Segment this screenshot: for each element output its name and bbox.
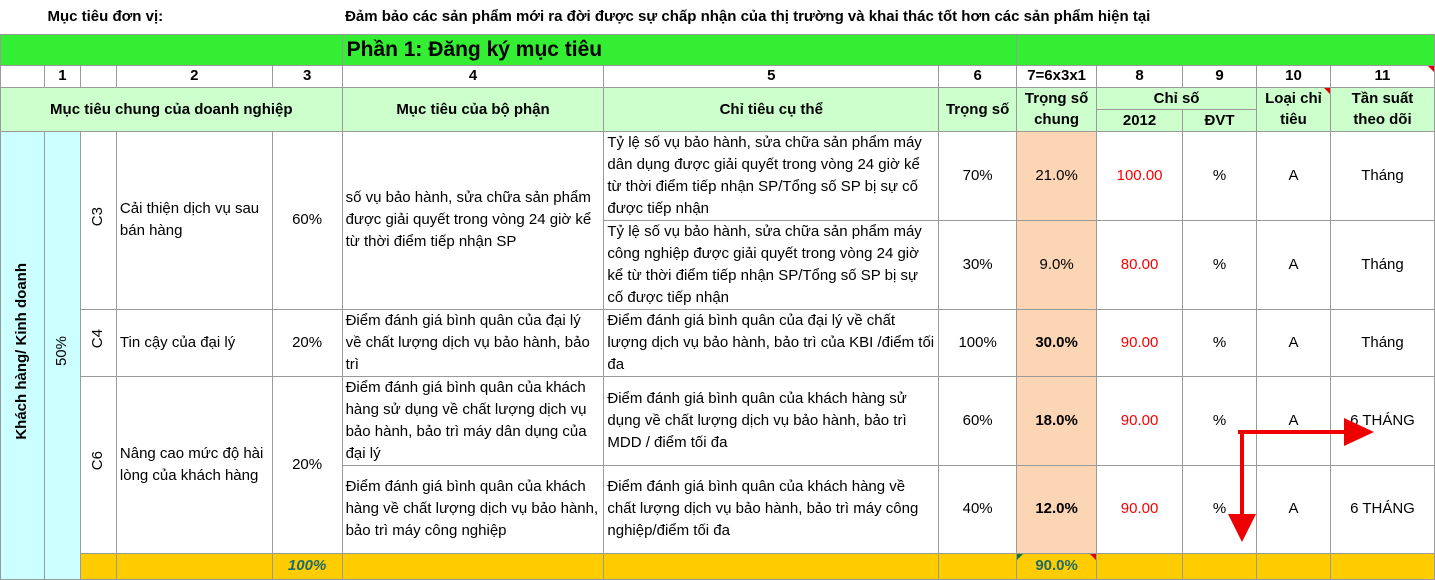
goal-code-cell[interactable]: [80, 376, 116, 553]
unit-goal-value[interactable]: Đảm bảo các sản phẩm mới ra đời được sự chấp nhận của thị trường và khai thác tốt hơn các sản phẩm hiện tại: [345, 7, 1151, 25]
colnum-3[interactable]: 3: [272, 65, 342, 87]
total-cell[interactable]: [1097, 553, 1183, 579]
total-cell[interactable]: [1183, 553, 1257, 579]
kpi-weight-total[interactable]: 30.0%: [1017, 309, 1097, 376]
kpi-text[interactable]: Tỷ lệ số vụ bảo hành, sửa chữa sản phẩm máy dân dụng được giải quyết trong vòng 24 giờ kể từ thời điểm tiếp nhận SP/Tổng số SP bị sự cố được tiếp nhận: [604, 131, 939, 220]
goal-weight[interactable]: 20%: [272, 309, 342, 376]
goal-weight[interactable]: 20%: [272, 376, 342, 553]
kpi-weight[interactable]: 30%: [939, 220, 1017, 309]
goal-code: C4: [89, 329, 107, 349]
kpi-target[interactable]: 100.00: [1097, 131, 1183, 220]
kpi-weight-total[interactable]: 21.0%: [1017, 131, 1097, 220]
kpi-text[interactable]: Điểm đánh giá bình quân của khách hàng về chất lượng dịch vụ bảo hành, bảo trì máy công nghiệp/điểm tối đa: [604, 465, 939, 553]
kpi-weight[interactable]: 100%: [939, 309, 1017, 376]
kpi-type[interactable]: A: [1257, 309, 1331, 376]
perspective-weight: 50%: [53, 336, 71, 367]
total-cell[interactable]: [342, 553, 604, 579]
dept-goal[interactable]: Điểm đánh giá bình quân của đại lý về chất lượng dịch vụ bảo hành, bảo trì: [342, 309, 604, 376]
unit-goal-label[interactable]: Mục tiêu đơn vị:: [47, 7, 164, 25]
total-cell[interactable]: [80, 553, 116, 579]
kpi-text[interactable]: Điểm đánh giá bình quân của khách hàng sử dụng về chất lượng dịch vụ bảo hành, bảo trì MDD / điểm tối đa: [604, 376, 939, 465]
header-kpi[interactable]: Chỉ tiêu cụ thể: [604, 87, 939, 131]
kpi-unit[interactable]: %: [1183, 131, 1257, 220]
kpi-frequency[interactable]: Tháng: [1330, 131, 1434, 220]
total-cell[interactable]: [939, 553, 1017, 579]
total-weight[interactable]: 100%: [272, 553, 342, 579]
kpi-unit[interactable]: %: [1183, 309, 1257, 376]
kpi-frequency[interactable]: 6 THÁNG: [1330, 465, 1434, 553]
kpi-text[interactable]: Tỷ lệ số vụ bảo hành, sửa chữa sản phẩm máy công nghiệp được giải quyết trong vòng 24 giờ kể từ thời điểm tiếp nhận SP/Tổng số SP bị sự cố được tiếp nhận: [604, 220, 939, 309]
colnum-blank[interactable]: [1, 65, 45, 87]
colnum-4[interactable]: 4: [342, 65, 604, 87]
header-unit[interactable]: ĐVT: [1183, 109, 1257, 131]
kpi-target[interactable]: 90.00: [1097, 465, 1183, 553]
kpi-weight-total[interactable]: 12.0%: [1017, 465, 1097, 553]
kpi-weight[interactable]: 60%: [939, 376, 1017, 465]
kpi-type[interactable]: A: [1257, 465, 1331, 553]
goal-code: C3: [89, 206, 107, 227]
kpi-type[interactable]: A: [1257, 376, 1331, 465]
total-cell[interactable]: [116, 553, 272, 579]
header-weight-total[interactable]: Trọng số chung: [1017, 87, 1097, 131]
kpi-frequency[interactable]: Tháng: [1330, 309, 1434, 376]
kpi-text[interactable]: Điểm đánh giá bình quân của đại lý về chất lượng dịch vụ bảo hành, bảo trì của KBI /điểm tối đa: [604, 309, 939, 376]
colnum-2[interactable]: 2: [116, 65, 272, 87]
colnum-6[interactable]: 6: [939, 65, 1017, 87]
goal-weight[interactable]: 60%: [272, 131, 342, 309]
colnum-11[interactable]: 11: [1330, 65, 1434, 87]
goal-name[interactable]: Nâng cao mức độ hài lòng của khách hàng: [116, 376, 272, 553]
colnum-5[interactable]: 5: [604, 65, 939, 87]
kpi-unit[interactable]: %: [1183, 220, 1257, 309]
kpi-frequency[interactable]: Tháng: [1330, 220, 1434, 309]
kpi-weight[interactable]: 70%: [939, 131, 1017, 220]
header-frequency[interactable]: Tần suất theo dõi: [1330, 87, 1434, 131]
kpi-type[interactable]: A: [1257, 220, 1331, 309]
kpi-weight-total[interactable]: 18.0%: [1017, 376, 1097, 465]
section-cell-left[interactable]: [1, 34, 343, 65]
goal-code-cell[interactable]: [80, 131, 116, 309]
goal-name[interactable]: Cải thiện dịch vụ sau bán hàng: [116, 131, 272, 309]
kpi-unit[interactable]: %: [1183, 465, 1257, 553]
section-cell-right[interactable]: [1017, 34, 1435, 65]
dept-goal[interactable]: Điểm đánh giá bình quân của khách hàng về chất lượng dịch vụ bảo hành, bảo trì máy công nghiệp: [342, 465, 604, 553]
kpi-type[interactable]: A: [1257, 131, 1331, 220]
total-cell[interactable]: [604, 553, 939, 579]
perspective-cell[interactable]: [1, 131, 45, 579]
header-dept-goal[interactable]: Mục tiêu của bộ phận: [342, 87, 604, 131]
perspective-weight-cell[interactable]: [44, 131, 80, 579]
total-cell[interactable]: [1330, 553, 1434, 579]
header-type[interactable]: Loại chỉ tiêu: [1257, 87, 1331, 131]
colnum-9[interactable]: 9: [1183, 65, 1257, 87]
kpi-frequency[interactable]: 6 THÁNG: [1330, 376, 1434, 465]
header-index[interactable]: Chỉ số: [1097, 87, 1257, 109]
kpi-weight-total[interactable]: 9.0%: [1017, 220, 1097, 309]
kpi-target[interactable]: 90.00: [1097, 376, 1183, 465]
colnum-8[interactable]: 8: [1097, 65, 1183, 87]
colnum-blank-2[interactable]: [80, 65, 116, 87]
goal-name[interactable]: Tin cậy của đại lý: [116, 309, 272, 376]
total-cell[interactable]: [1257, 553, 1331, 579]
colnum-10[interactable]: 10: [1257, 65, 1331, 87]
colnum-7[interactable]: 7=6x3x1: [1017, 65, 1097, 87]
section-title[interactable]: Phần 1: Đăng ký mục tiêu: [342, 34, 1017, 65]
perspective-name: Khách hàng/ Kinh doanh: [13, 263, 31, 440]
dept-goal[interactable]: Điểm đánh giá bình quân của khách hàng sử dụng về chất lượng dịch vụ bảo hành, bảo trì máy dân dụng của đại lý: [342, 376, 604, 465]
goal-code-cell[interactable]: [80, 309, 116, 376]
kpi-weight[interactable]: 40%: [939, 465, 1017, 553]
kpi-target[interactable]: 80.00: [1097, 220, 1183, 309]
kpi-unit[interactable]: %: [1183, 376, 1257, 465]
header-company-goal[interactable]: Mục tiêu chung của doanh nghiệp: [1, 87, 343, 131]
kpi-target[interactable]: 90.00: [1097, 309, 1183, 376]
total-weight-sum[interactable]: 90.0%: [1017, 553, 1097, 579]
header-year[interactable]: 2012: [1097, 109, 1183, 131]
colnum-1[interactable]: 1: [44, 65, 80, 87]
header-weight[interactable]: Trọng số: [939, 87, 1017, 131]
dept-goal[interactable]: số vụ bảo hành, sửa chữa sản phẩm được giải quyết trong vòng 24 giờ kể từ thời điểm tiếp nhận SP: [342, 131, 604, 309]
goal-code: C6: [89, 451, 107, 471]
